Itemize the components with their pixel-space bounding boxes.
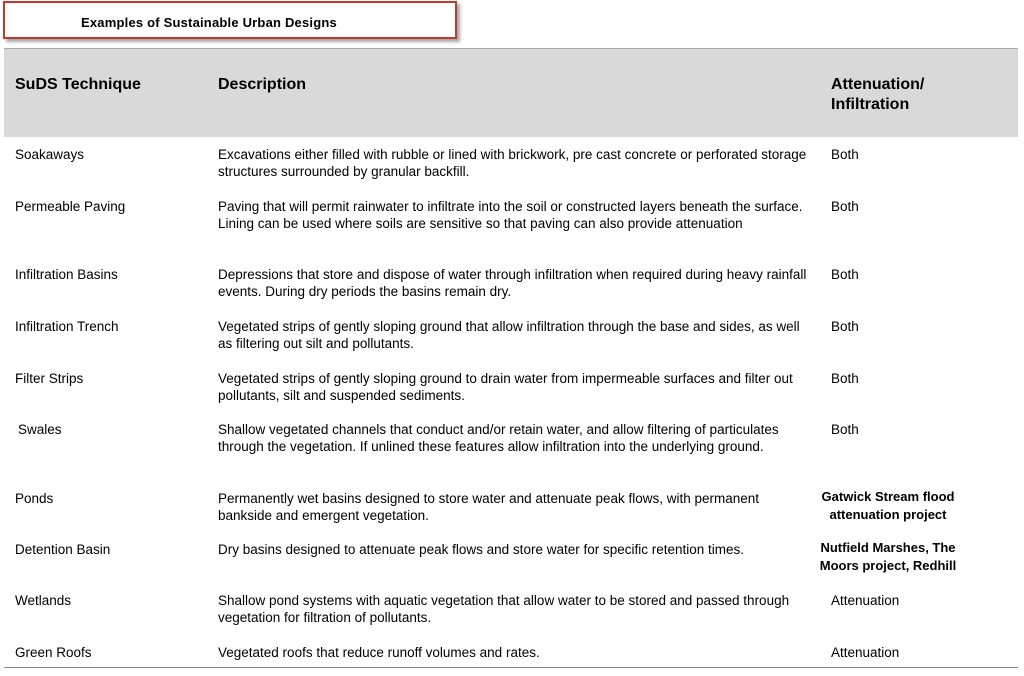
row-description: Permanently wet basins designed to store water and attenuate peak flows, with permanent bankside and emergent vegetation.: [218, 491, 760, 523]
row-technique: Wetlands: [15, 593, 72, 608]
row-attenuation: Attenuation: [831, 593, 900, 608]
header-description: Description: [218, 76, 307, 93]
row-description: Shallow pond systems with aquatic vegetation that allow water to be stored and passed through vegetation for filtration of pollutants.: [218, 593, 790, 625]
row-technique: Infiltration Basins: [15, 267, 118, 282]
row-description: Vegetated roofs that reduce runoff volumes and rates.: [218, 645, 540, 660]
row-attenuation: Both: [831, 319, 859, 334]
row-attenuation: Both: [831, 267, 859, 282]
row-attenuation: Both: [831, 371, 859, 386]
row-attenuation-project: [798, 488, 978, 524]
table-bottom-rule: [4, 667, 1018, 668]
row-technique: Detention Basin: [15, 542, 111, 557]
header-attenuation-line1: Attenuation/: [831, 76, 925, 93]
row-description: Depressions that store and dispose of water through infiltration when required during heavy rainfall events. During dry periods the basins remain dry.: [218, 267, 807, 299]
header-technique: SuDS Technique: [15, 76, 141, 93]
row-technique: Soakaways: [15, 147, 85, 162]
row-attenuation: Both: [831, 422, 859, 437]
row-description: Dry basins designed to attenuate peak flows and store water for specific retention times.: [218, 542, 745, 557]
row-description: Vegetated strips of gently sloping ground that allow infiltration through the base and sides, as well as filtering out silt and pollutants.: [218, 319, 800, 351]
row-description: Shallow vegetated channels that conduct and/or retain water, and allow filtering of particulates through the vegetation. If unlined these features allow infiltration into the underlying ground.: [218, 422, 779, 454]
row-attenuation: Both: [831, 199, 859, 214]
row-attenuation-line2: attenuation project: [829, 507, 947, 522]
row-description: Paving that will permit rainwater to infiltrate into the soil or constructed layers beneath the surface. Lining can be used where soils are sensitive so that paving can also provide attenuation: [218, 199, 803, 231]
header-attenuation: [831, 75, 924, 115]
header-attenuation-line2: Infiltration: [831, 96, 910, 113]
row-attenuation: Both: [831, 147, 859, 162]
row-technique: Ponds: [15, 491, 54, 506]
row-attenuation-line2: Moors project, Redhill: [819, 558, 957, 573]
row-description: Vegetated strips of gently sloping ground to drain water from impermeable surfaces and filter out pollutants, silt and suspended sediments.: [218, 371, 793, 403]
row-description: Excavations either filled with rubble or lined with brickwork, pre cast concrete or perforated storage structures surrounded by granular backfill.: [218, 147, 807, 179]
page-title: Examples of Sustainable Urban Designs: [81, 15, 337, 30]
row-attenuation-project: [798, 539, 978, 575]
row-attenuation-line1: Nutfield Marshes, The: [820, 540, 956, 555]
table-header: [4, 48, 1018, 137]
row-technique: Filter Strips: [15, 371, 84, 386]
title-box: [3, 1, 457, 39]
row-technique: Infiltration Trench: [15, 319, 119, 334]
row-technique: Permeable Paving: [15, 199, 126, 214]
row-attenuation-line1: Gatwick Stream flood: [821, 489, 955, 504]
row-technique: Swales: [18, 422, 62, 437]
row-attenuation: Attenuation: [831, 645, 900, 660]
row-technique: Green Roofs: [15, 645, 92, 660]
